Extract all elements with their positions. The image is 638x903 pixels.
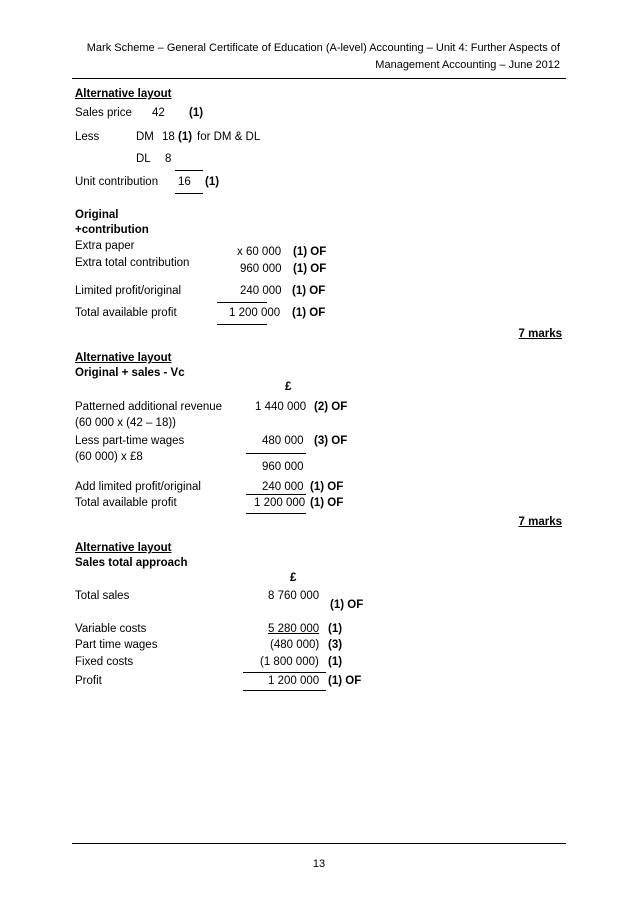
subtotal-value: 960 000 [262,461,304,473]
less-label: Less [75,131,100,143]
dm-mark: (1) [178,131,193,143]
profit-mark: (1) OF [328,675,362,687]
total-profit-value: 1 200 000 [229,307,281,319]
extra-total-value: 960 000 [240,263,282,275]
patterned-label: Patterned additional revenue [75,401,223,413]
dm-value: 18 [162,131,175,143]
patterned-sub: (60 000 x (42 – 18)) [75,417,177,429]
sales-price-value: 42 [152,107,165,119]
unit-contribution-mark: (1) [205,176,220,188]
limited-mark: (1) OF [292,285,326,297]
less-pt-sub: (60 000) x £8 [75,451,143,463]
limited-label: Limited profit/original [75,285,182,297]
header-line-1: Mark Scheme – General Certificate of Education (A-level) Accounting – Unit 4: Further Aspects of [86,42,560,54]
unit-contribution-label: Unit contribution [75,176,159,188]
add-limited-value: 240 000 [262,481,304,493]
profit-label: Profit [75,675,102,687]
s2-total-value: 1 200 000 [254,497,306,509]
original-heading-2: +contribution [75,224,149,236]
variable-costs-label: Variable costs [75,623,147,635]
total-profit-underline [217,324,267,325]
less-pt-label: Less part-time wages [75,435,185,447]
patterned-value: 1 440 000 [255,401,307,413]
dl-underline [175,170,203,171]
section2-marks: 7 marks [518,516,562,528]
add-limited-mark: (1) OF [310,481,344,493]
patterned-mark: (2) OF [314,401,348,413]
section2-title: Alternative layout [75,352,172,364]
page-number: 13 [312,858,326,870]
total-profit-mark: (1) OF [292,307,326,319]
section2-currency: £ [285,381,292,393]
less-pt-value: 480 000 [262,435,304,447]
sales-price-label: Sales price [75,107,132,119]
dm-label: DM [136,131,154,143]
less-pt-underline [246,453,306,454]
variable-costs-value: 5 280 000 [268,623,320,635]
extra-total-mark: (1) OF [293,263,327,275]
part-time-label: Part time wages [75,639,158,651]
fixed-costs-value: (1 800 000) [260,656,319,668]
total-sales-mark: (1) OF [330,599,364,611]
dm-note: for DM & DL [197,131,261,143]
profit-value: 1 200 000 [268,675,320,687]
original-heading-1: Original [75,209,119,221]
s2-total-label: Total available profit [75,497,177,509]
total-sales-value: 8 760 000 [268,590,320,602]
fixed-costs-underline [243,672,326,673]
unit-contribution-value: 16 [178,176,191,188]
footer-rule [72,843,566,844]
header-line-2: Management Accounting – June 2012 [375,59,560,71]
add-limited-underline [246,494,306,495]
fixed-costs-label: Fixed costs [75,656,134,668]
add-limited-label: Add limited profit/original [75,481,201,493]
section2-subtitle: Original + sales - Vc [75,367,185,379]
total-sales-label: Total sales [75,590,130,602]
dl-label: DL [136,153,151,165]
less-pt-mark: (3) OF [314,435,348,447]
fixed-costs-mark: (1) [328,656,343,668]
limited-value: 240 000 [240,285,282,297]
part-time-value: (480 000) [270,639,320,651]
variable-costs-mark: (1) [328,623,343,635]
profit-underline [243,690,326,691]
part-time-mark: (3) [328,639,343,651]
s2-total-underline [246,513,306,514]
s2-total-mark: (1) OF [310,497,344,509]
total-profit-label: Total available profit [75,307,177,319]
header-rule [72,78,566,79]
extra-total-label: Extra total contribution [75,257,190,269]
unit-contribution-underline [175,193,203,194]
extra-paper-label: Extra paper [75,240,135,252]
limited-underline [217,302,267,303]
page-header [87,40,560,74]
sales-price-mark: (1) [189,107,204,119]
extra-paper-mark: (1) OF [293,246,327,258]
section3-title: Alternative layout [75,542,172,554]
extra-paper-value: x 60 000 [237,246,282,258]
section3-subtitle: Sales total approach [75,557,188,569]
dl-value: 8 [165,153,172,165]
section1-marks: 7 marks [518,328,562,340]
section1-title: Alternative layout [75,88,172,100]
section3-currency: £ [290,572,297,584]
